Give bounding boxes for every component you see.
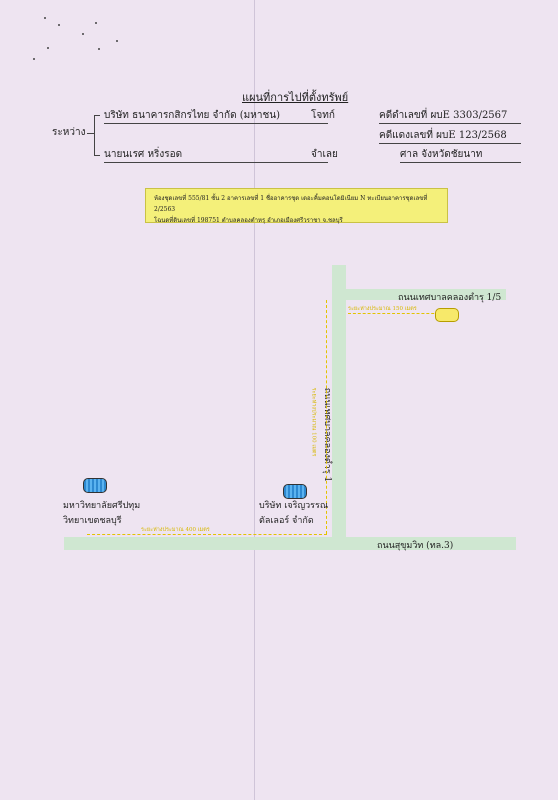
- university-name-line-1: มหาวิทยาลัยศรีปทุม: [63, 501, 141, 511]
- defendant-underline: [104, 162, 328, 163]
- between-label: ระหว่าง: [52, 127, 86, 138]
- distance-label-bottom: ระยะห่างประมาณ 400 เมตร: [141, 527, 210, 533]
- distance-label-top: ระยะห่างประมาณ 150 เมตร: [348, 306, 417, 312]
- company-name-line-2: ตัลเลอร์ จำกัด: [259, 516, 314, 526]
- plaintiff-name: บริษัท ธนาคารกสิกรไทย จำกัด (มหาชน): [104, 110, 280, 121]
- note-line-2: โฉนดที่ดินเลขที่ 198751 ตำบลคลองตำหรุ อำเภอเมืองศรีวราชา จ.ชลบุรี: [154, 217, 343, 224]
- bracket-bottom-tick: [94, 155, 100, 156]
- court-name: ศาล จังหวัดชัยนาท: [400, 149, 483, 160]
- scan-speck: [98, 48, 100, 50]
- scan-speck: [47, 47, 49, 49]
- red-case-number: คดีแดงเลขที่ ผบE 123/2568: [379, 130, 507, 141]
- route-dash-top: [348, 313, 444, 314]
- defendant-role: จำเลย: [311, 149, 338, 160]
- scan-speck: [44, 17, 46, 19]
- university-name-line-2: วิทยาเขตชลบุรี: [63, 516, 122, 526]
- red-case-underline: [379, 143, 521, 144]
- vertical-road-label: ถนนเทศบาลคลองตำรุ 1: [322, 387, 333, 483]
- route-dash-bottom: [87, 534, 327, 535]
- black-case-underline: [379, 123, 521, 124]
- note-line-1: ห้องชุดเลขที่ 555/81 ชั้น 2 อาคารเลขที่ 1 ชื่ออาคารชุด เดอะคิ้มคอนโดมิเนียม N ทะเบียนอาคารชุดเลขที่ 2/2563: [154, 195, 428, 213]
- distance-label-vertical: ระยะห่างประมาณ 100 เมตร: [310, 387, 317, 457]
- company-landmark-icon: [283, 484, 307, 499]
- court-underline: [400, 162, 521, 163]
- scan-speck: [33, 58, 35, 60]
- university-landmark-icon: [83, 478, 107, 493]
- scan-speck: [95, 22, 97, 24]
- property-description-note: [145, 188, 448, 223]
- property-location-icon: [435, 308, 459, 322]
- parties-bracket: [94, 115, 95, 155]
- scan-speck: [116, 40, 118, 42]
- top-road-label: ถนนเทศบาลคลองตำรุ 1/5: [398, 293, 502, 303]
- scan-speck: [82, 33, 84, 35]
- bracket-middle-tick: [87, 133, 94, 134]
- route-dash-vertical: [326, 300, 327, 534]
- document-title: แผนที่การไปที่ตั้งทรัพย์: [242, 91, 349, 104]
- plaintiff-role: โจทก์: [311, 110, 335, 121]
- defendant-name: นายนเรศ หริ่งรอด: [104, 149, 183, 160]
- company-name-line-1: บริษัท เจริญวรรณ: [259, 501, 329, 511]
- main-road-label: ถนนสุขุมวิท (ทล.3): [377, 541, 454, 551]
- scan-speck: [58, 24, 60, 26]
- bracket-top-tick: [94, 115, 100, 116]
- plaintiff-underline: [104, 123, 328, 124]
- black-case-number: คดีดำเลขที่ ผบE 3303/2567: [379, 110, 508, 121]
